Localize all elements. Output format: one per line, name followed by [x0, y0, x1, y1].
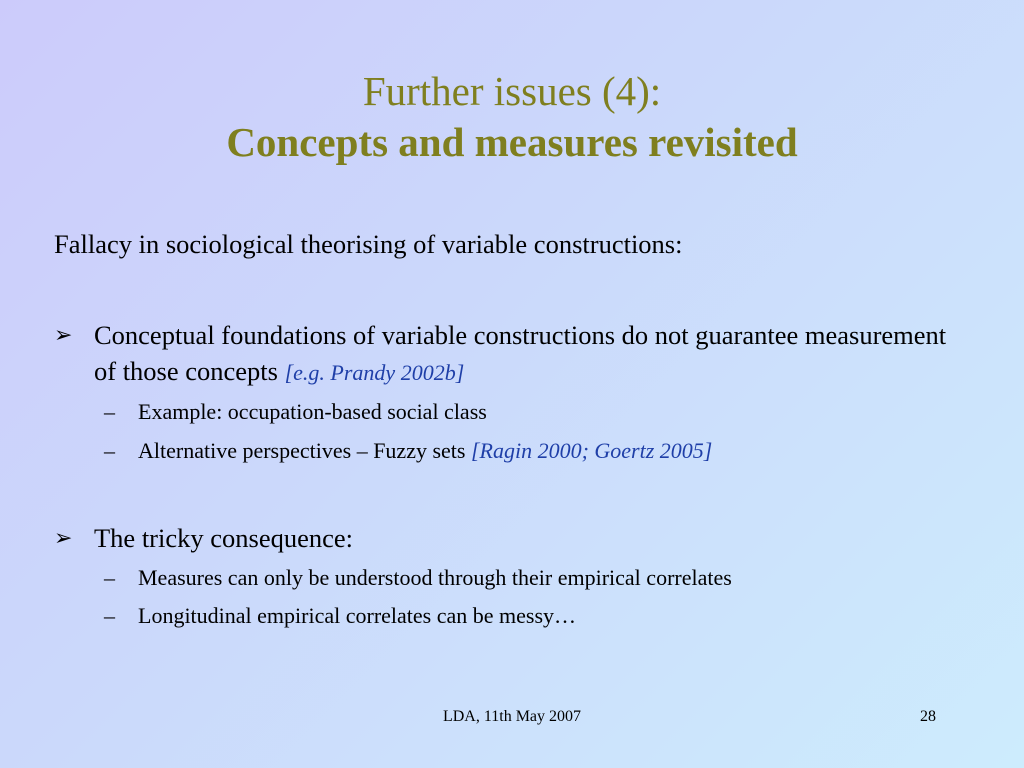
sub-item-text: Longitudinal empirical correlates can be messy… [138, 603, 577, 628]
sub-item-text: Example: occupation-based social class [138, 399, 487, 424]
sub-item [104, 563, 732, 593]
dash-bullet-icon: – [104, 565, 115, 590]
title-line-2: Concepts and measures revisited [226, 119, 798, 165]
title-line-1: Further issues (4): [362, 68, 662, 114]
sub-item-text: Measures can only be understood through their empirical correlates [138, 565, 732, 590]
bullet-text [94, 317, 974, 391]
arrow-bullet-icon: ➢ [54, 525, 73, 550]
dash-bullet-icon: – [104, 438, 115, 463]
arrow-bullet-icon: ➢ [54, 322, 73, 347]
sub-item-text: Alternative perspectives – Fuzzy sets [138, 438, 466, 463]
citation: [Ragin 2000; Goertz 2005] [470, 438, 713, 463]
bullet-2-text: The tricky consequence: [94, 523, 353, 553]
dash-bullet-icon: – [104, 399, 115, 424]
footer-text: LDA, 11th May 2007 [442, 708, 582, 725]
page-number: 28 [920, 708, 936, 725]
citation: [e.g. Prandy 2002b] [284, 360, 465, 385]
dash-bullet-icon: – [104, 603, 115, 628]
intro-text: Fallacy in sociological theorising of variable constructions: [54, 229, 683, 259]
bullet-1-text: Conceptual foundations of variable constructions do not guarantee measurement of those concepts [94, 320, 947, 386]
slide-title [0, 66, 1024, 168]
bullet-item-2 [54, 520, 974, 556]
bullet-item-1 [54, 317, 974, 391]
sub-item [104, 397, 487, 427]
sub-item [104, 436, 712, 466]
sub-item [104, 601, 576, 631]
bullet-text [94, 520, 974, 556]
